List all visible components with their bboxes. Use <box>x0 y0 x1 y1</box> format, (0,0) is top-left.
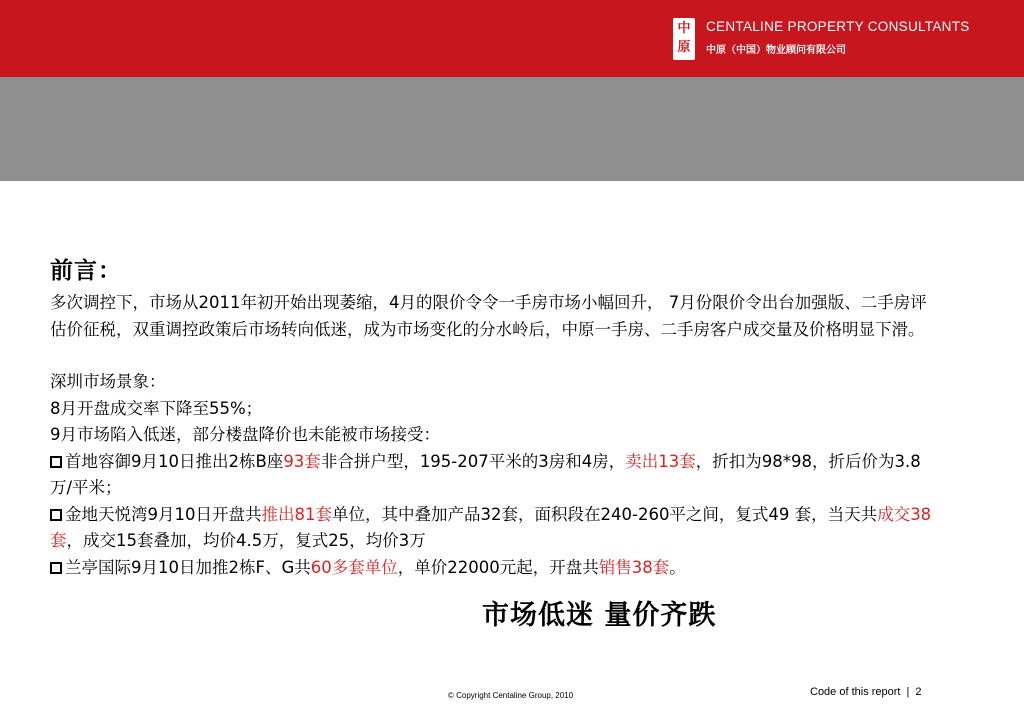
project-item-2: 金地天悦湾9月10日开盘共推出81套单位，其中叠加产品32套，面积段在240-260平之间，复式49 套，当天共成交38套，成交15套叠加，均价4.5万，复式25，均价3万 <box>50 504 932 550</box>
centaline-logo-icon <box>673 18 695 60</box>
copyright-text: © Copyright Centaline Group, 2010 <box>448 691 574 700</box>
highlight-text: 销售38套 <box>598 557 670 577</box>
highlight-text: 93套 <box>283 451 321 471</box>
title-band <box>0 77 1024 181</box>
checkbox-bullet-icon <box>50 456 62 468</box>
brand-name-cn: 中原（中国）物业顾问有限公司 <box>706 45 846 56</box>
section-title: 深圳市场景象： <box>50 372 166 391</box>
highlight-text: 成交38套 <box>50 504 932 550</box>
slogan: 市场低迷 量价齐跌 <box>482 600 717 631</box>
intro-paragraph: 多次调控下，市场从2011年初开始出现萎缩，4月的限价令令一手房市场小幅回升， 7月份限价令出台加强版、二手房评估价征税，双重调控政策后市场转向低迷，成为市场变化的分水岭后，中原一手房、二手房客户成交量及价格明显下滑。 <box>50 293 927 339</box>
project-item-1: 首地容御9月10日推出2栋B座93套非合拼户型，195-207平米的3房和4房，卖出13套，折扣为98*98，折后价为3.8万/平米； <box>50 451 921 497</box>
highlight-text: 推出81套 <box>261 504 332 524</box>
checkbox-bullet-icon <box>50 562 62 574</box>
project-item-3: 兰亭国际9月10日加推2栋F、G共60多套单位，单价22000元起，开盘共销售38套。 <box>50 555 940 582</box>
page-number: 2 <box>915 686 922 698</box>
checkbox-bullet-icon <box>50 509 62 521</box>
logo-glyph-bottom: 原 <box>677 40 691 55</box>
market-line-1: 8月开盘成交率下降至55%； <box>50 398 263 418</box>
footer-separator: | <box>906 686 910 698</box>
report-code-label: Code of this report <box>810 686 901 698</box>
brand-name-en: CENTALINE PROPERTY CONSULTANTS <box>706 19 970 34</box>
highlight-text: 卖出13套 <box>625 451 696 471</box>
highlight-text: 60多套单位 <box>310 557 398 577</box>
market-line-2: 9月市场陷入低迷，部分楼盘降价也未能被市场接受： <box>50 425 440 444</box>
preface-heading: 前言： <box>50 258 122 284</box>
logo-glyph-top: 中 <box>677 21 691 36</box>
footer-report-code <box>810 686 921 698</box>
header-band <box>0 0 1024 77</box>
slide-content <box>50 256 940 581</box>
